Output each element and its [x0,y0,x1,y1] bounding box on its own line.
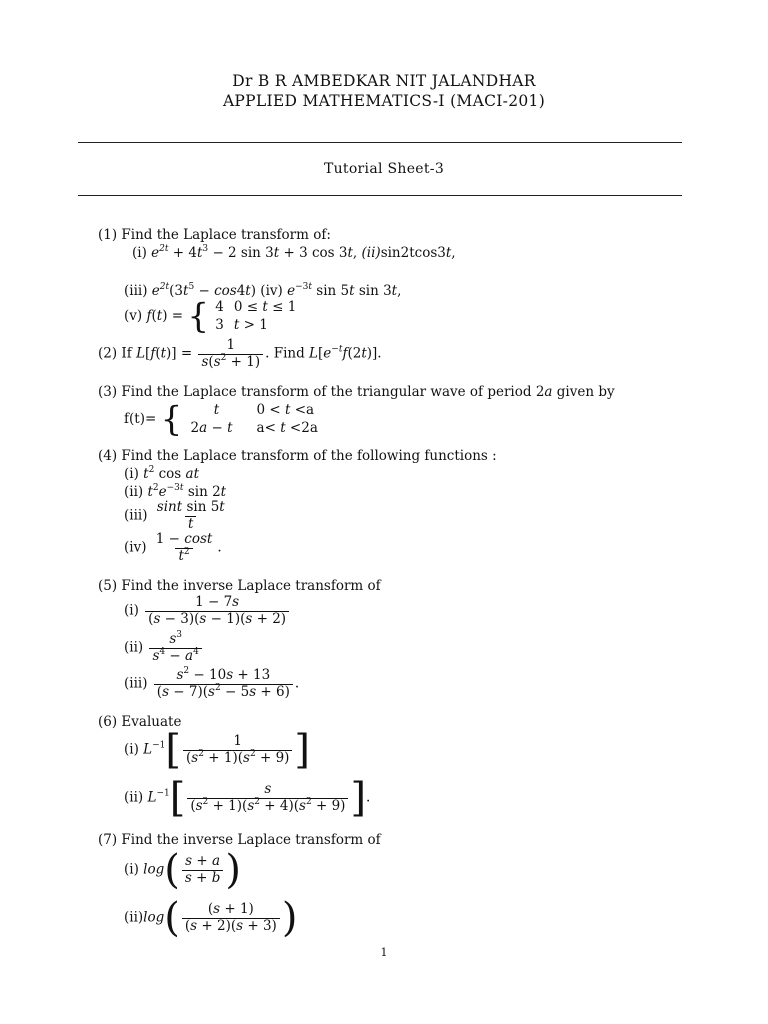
question-1 [98,227,331,243]
part-label: (i) [124,602,139,619]
part-label: (iv) [260,283,283,299]
question-text: Find the Laplace transform of the triangular wave of period [121,384,532,400]
question-number: (1) [98,227,118,243]
q6-part-ii: (ii) $L^{-1}$[ $\frac{s}{(s^2 + 1)(s^2 + 4)(s^2 + 9)}$ ]. [124,775,371,821]
part-label: (v) [124,308,143,325]
q4-part-iv: (iv) $\frac{1 - \cos t}{t^2}$ . [124,531,222,564]
question-text: Find the Laplace transform of: [121,227,331,243]
part-label: (iii) [124,507,148,524]
part-label: (iv) [124,539,147,556]
case-condition: <2a [289,419,318,436]
question-text: given by [556,384,615,400]
function-label: f(t)= [124,411,157,428]
question-number: (4) [98,448,118,464]
page-number: 1 [380,946,388,959]
question-text: Find the inverse Laplace transform of [121,832,381,848]
q7-part-i: (i) log( $\frac{s + a}{s + b}$ ) [124,847,241,893]
question-text: Evaluate [121,714,182,730]
question-3: (3) Find the Laplace transform of the triangular wave of period 2a given by [98,384,615,400]
q5-part-iii: (iii) $\frac{s^2 - 10s + 13}{(s - 7)(s^2 - 5s + 6)}$ . [124,666,300,700]
q3-function: f(t)= { t 0 < t <a 2a − t a< t <2a [124,399,318,440]
q1-part-i-ii: (i) $e^{2t} + 4t^3 - 2$ sin 3t + 3 cos 3t, (ii)sin2tcos3t, [132,244,456,261]
question-number: (6) [98,714,118,730]
q5-part-ii: (ii) $\frac{s^3}{s^4 - a^4}$ [124,632,204,664]
institution-title: Dr B R AMBEDKAR NIT JALANDHAR [232,72,536,90]
question-text: Find the Laplace transform of the following functions : [121,448,497,464]
part-label: (iii) [124,283,148,299]
question-7 [98,832,381,848]
q5-part-i: (i) $\frac{1 - 7s}{(s - 3)(s - 1)(s + 2)}$ [124,595,291,627]
question-number: (7) [98,832,118,848]
part-label: (ii) [124,484,144,500]
part-label: (ii) [361,245,381,261]
part-label: (i) [124,466,139,482]
q4-part-i: (i) $t^2$ cos at [124,465,200,482]
question-number: (5) [98,578,118,594]
bottom-rule [78,195,682,196]
q1-part-iii-iv: (iii) $e^{2t}(3t^5 - \cos 4t)$ (iv) $e^{-3t}$ sin 5t sin 3t, [124,282,402,299]
part-label: (i) [124,861,139,878]
part-label: (ii) [124,639,144,656]
question-text: Find [273,345,305,362]
top-rule [78,142,682,143]
question-5 [98,578,381,594]
case-value: 3 [215,316,224,333]
question-4 [98,448,497,464]
q1-part-v: (v) f(t) = { 4 0 ≤ t ≤ 1 3 t > 1 [124,296,297,337]
q6-part-i: (i) $L^{-1}$[ $\frac{1}{(s^2 + 1)(s^2 + 9)}$ ] [124,727,311,773]
case-value: 4 [215,299,224,315]
case-condition: a< [256,419,276,436]
expression-text: sin2tcos [380,245,438,261]
question-text: Find the inverse Laplace transform of [121,578,381,594]
part-label: (i) [132,245,147,261]
q4-part-ii: (ii) $t^2e^{-3t}$ sin 2t [124,483,227,500]
sheet-title: Tutorial Sheet-3 [323,161,445,177]
case-condition: <a [294,402,315,418]
question-number: (2) [98,345,118,362]
question-text: If [121,345,132,362]
part-label: (i) [124,741,139,758]
question-number: (3) [98,384,118,400]
part-label: (iii) [124,675,148,692]
part-label: (ii) [124,789,144,806]
q7-part-ii: (ii)log( $\frac{(s + 1)}{(s + 2)(s + 3)}$ ) [124,895,298,941]
course-title: APPLIED MATHEMATICS-I (MACI-201) [222,92,546,110]
question-2: (2) If L[f(t)] = $\frac{1}{s(s^2 + 1)}$ . Find $L[e^{-t}f(2t)]$. [98,337,382,370]
part-label: (ii) [124,909,144,926]
q4-part-iii: (iii) $\frac{\text{sint sin 5t}}{t}$ [124,499,225,532]
